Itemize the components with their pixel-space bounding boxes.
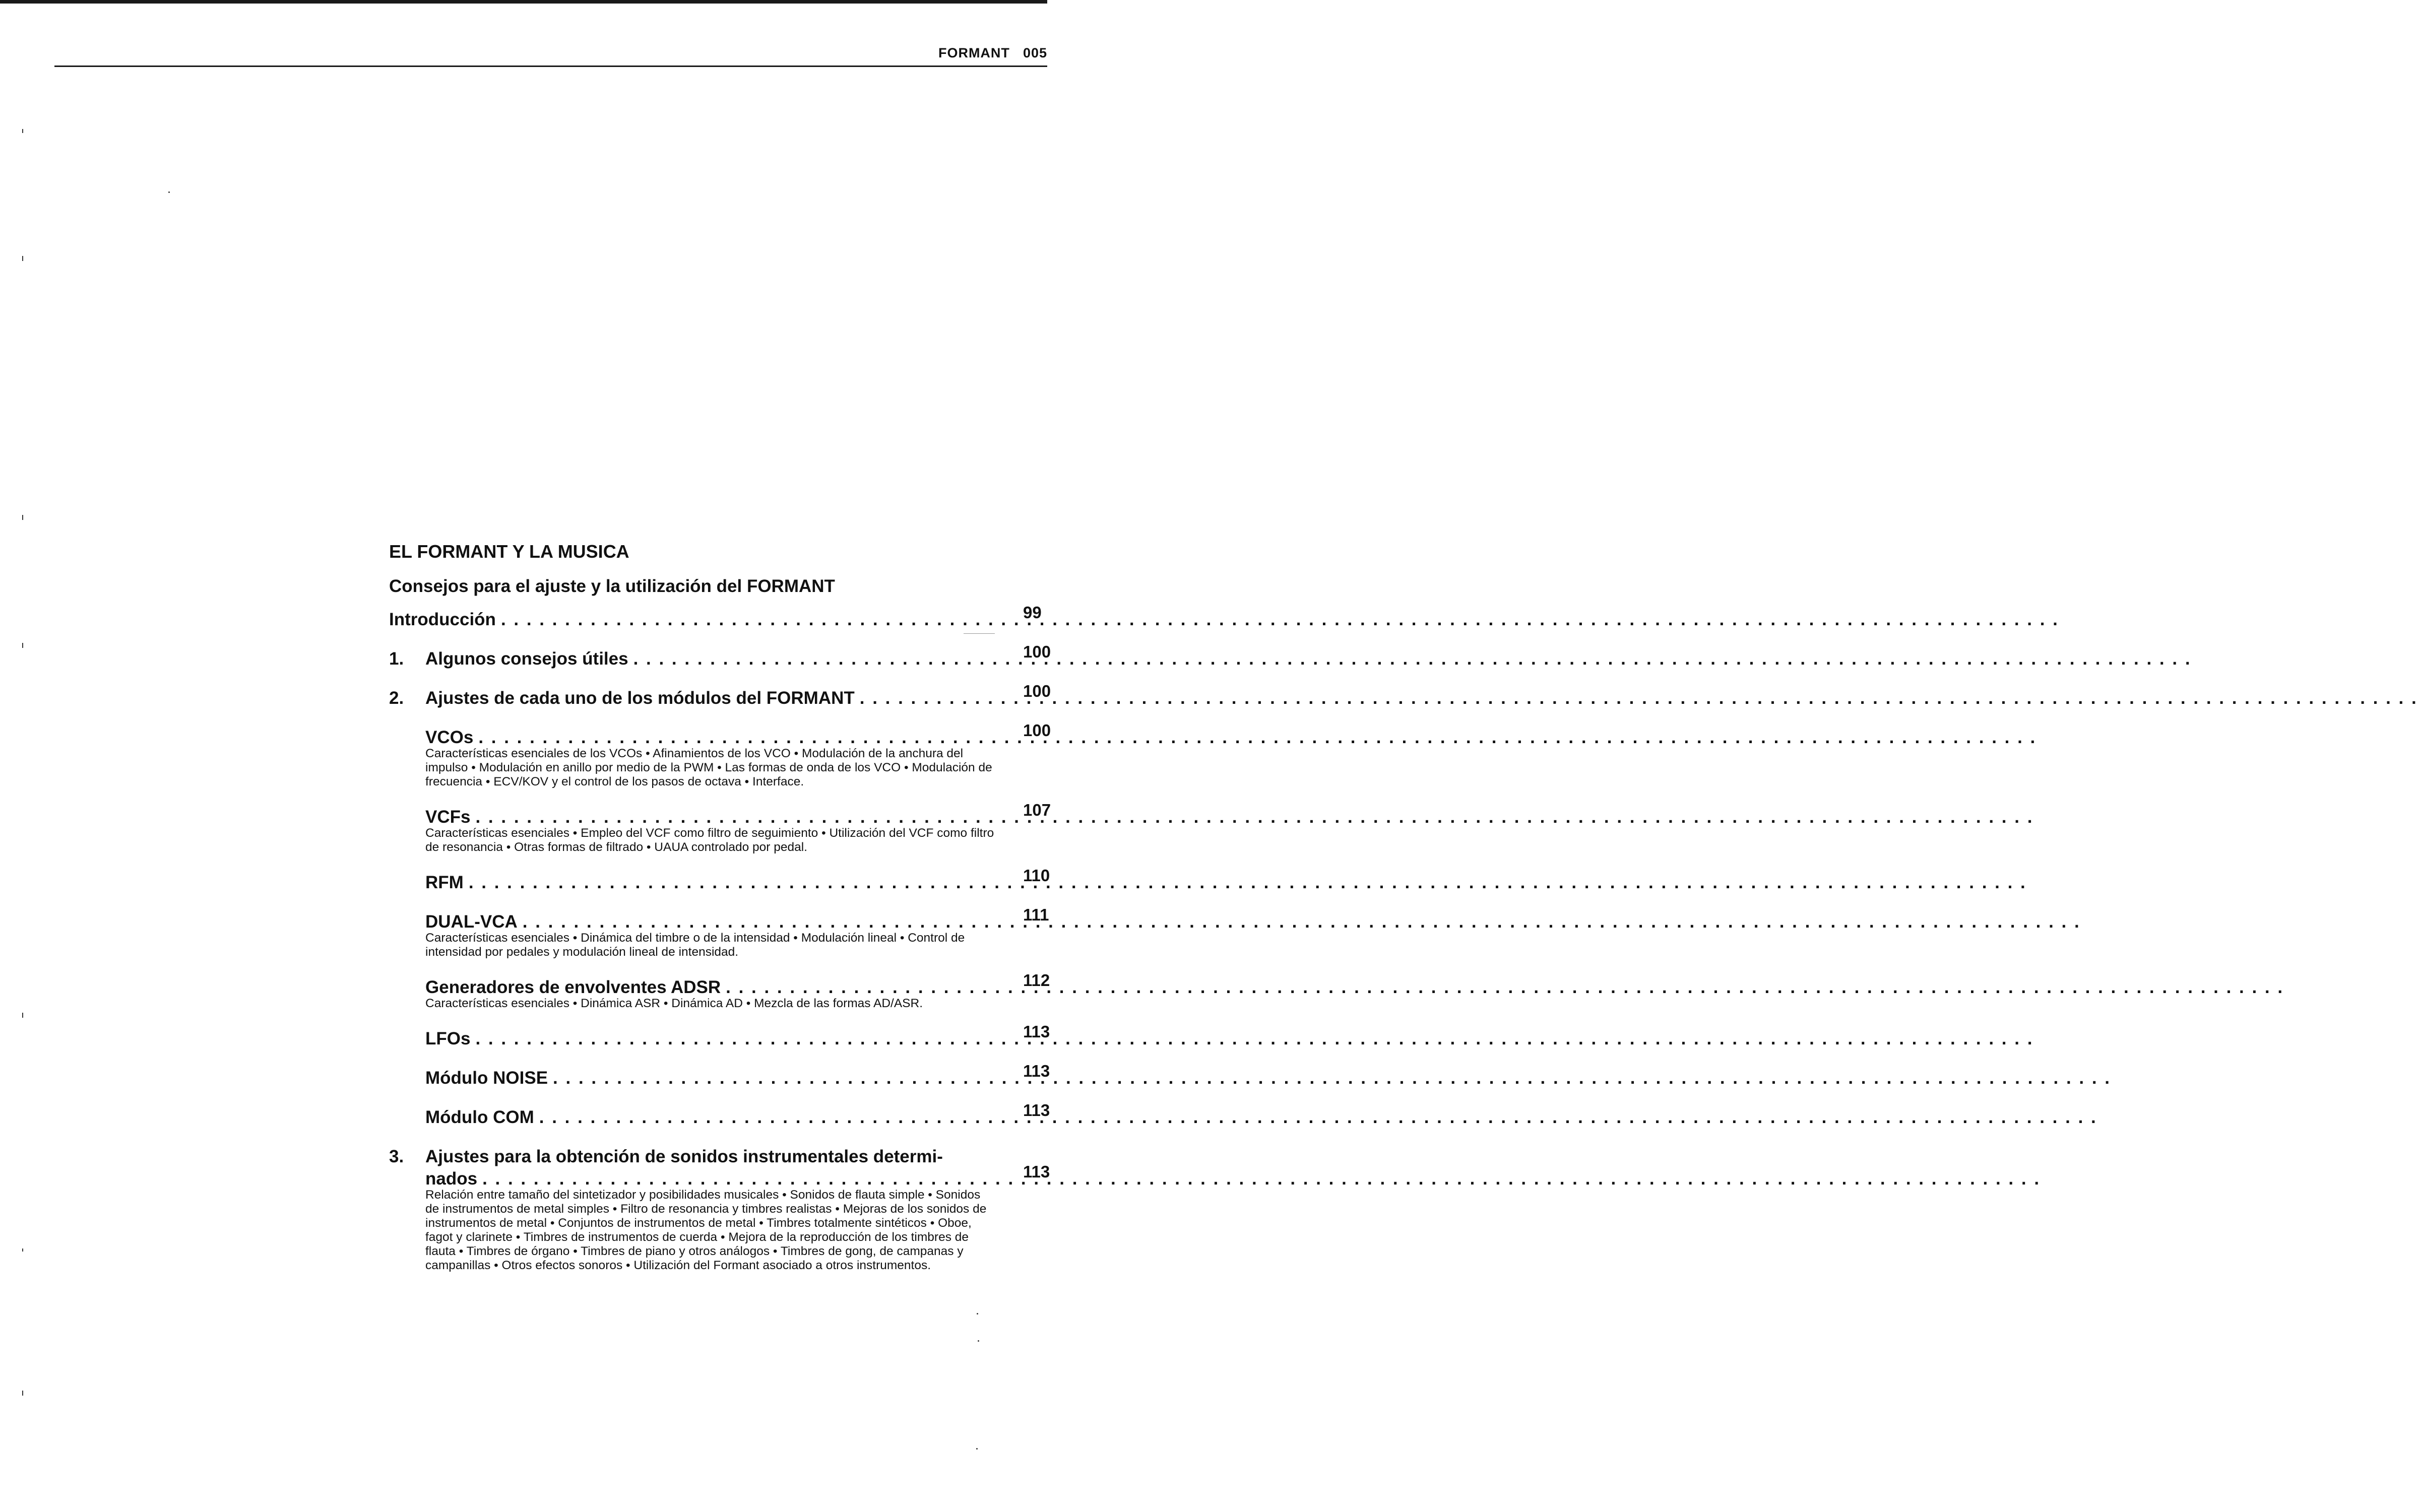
toc-entry-label: DUAL-VCA — [425, 912, 518, 932]
toc-entry-section-3 — [389, 1146, 1050, 1273]
page-top-edge — [0, 0, 1047, 4]
toc-entry-number: 3. — [389, 1147, 404, 1166]
toc-entry-page: 113 — [1023, 1022, 1050, 1041]
dot-leader — [475, 1028, 2033, 1050]
toc-entry-label-continued: nados — [425, 1169, 478, 1189]
scan-speck — [22, 1391, 23, 1396]
scan-speck — [22, 643, 23, 648]
toc-entry-label: LFOs — [425, 1029, 471, 1048]
toc-entry-com — [425, 1101, 1050, 1129]
scan-speck — [22, 256, 23, 261]
dot-leader — [469, 872, 2027, 894]
toc-entry-adsr — [425, 971, 1050, 1011]
toc-entry-noise — [425, 1062, 1050, 1089]
scan-speck — [168, 191, 170, 193]
scan-speck — [22, 1013, 23, 1018]
scan-speck — [976, 1448, 978, 1450]
toc-entry-page: 113 — [1023, 1101, 1050, 1120]
scan-speck — [977, 1313, 978, 1314]
toc-entry-intro — [389, 603, 1044, 631]
dot-leader — [633, 648, 2192, 670]
dot-leader — [553, 1067, 2111, 1089]
toc-entry-page: 110 — [1023, 866, 1050, 885]
header-page-number: 005 — [1023, 45, 1047, 60]
toc-entry-page: 111 — [1023, 905, 1049, 924]
scan-speck — [22, 1248, 23, 1252]
toc-entry-lfos — [425, 1022, 1050, 1050]
scan-speck — [22, 129, 23, 133]
dot-leader — [475, 806, 2033, 828]
toc-entry-label: Generadores de envolventes ADSR — [425, 977, 721, 997]
toc-entry-page: 113 — [1023, 1162, 1050, 1181]
toc-entry-label: VCFs — [425, 807, 471, 827]
toc-entry-page: 100 — [1023, 682, 1051, 700]
toc-entry-page: 112 — [1023, 971, 1050, 990]
toc-entry-section-1 — [389, 642, 1051, 670]
toc-entry-label: Ajustes de cada uno de los módulos del FORMANT — [425, 688, 855, 708]
toc-entry-rfm — [425, 866, 1050, 894]
toc-entry-description: Características esenciales • Dinámica del timbre o de la intensidad • Modulación lineal • Control de intensidad por pedales y modulación lineal de intensidad. — [425, 931, 965, 959]
toc-entry-page: 100 — [1023, 642, 1051, 661]
toc-entry-number: 1. — [389, 649, 404, 669]
toc-entry-description: Características esenciales • Dinámica ASR • Dinámica AD • Mezcla de las formas AD/ASR. — [425, 997, 923, 1010]
toc-entry-label: RFM — [425, 873, 464, 892]
header-rule — [54, 65, 1047, 67]
dot-leader — [726, 976, 2284, 999]
dot-leader — [478, 727, 2037, 749]
toc-entry-page: 107 — [1023, 801, 1051, 819]
toc-entry-label: Algunos consejos útiles — [425, 649, 628, 669]
table-of-contents — [389, 541, 1051, 1290]
toc-entry-page: 99 — [1023, 603, 1042, 622]
toc-entry-label: Módulo NOISE — [425, 1068, 548, 1088]
toc-entry-description: Relación entre tamaño del sintetizador y posibilidades musicales • Sonidos de flauta simple • Sonidos de instrumentos de metal simples • Filtro de resonancia y timbres realistas • Mejoras de los sonidos de instrumentos de metal • Conjuntos de instrumentos de metal • Timbres totalmente sintéticos • Oboe, fagot y clarinete • Timbres de instrumentos de cuerda • Mejora de la reproducción de los timbres de flauta • Timbres de órgano • Timbres de piano y otros análogos • Timbres de gong, de campanas y campanillas • Otros efectos sonoros • Utilización del Formant asociado a otros instrumentos. — [425, 1188, 987, 1272]
dot-leader — [539, 1106, 2097, 1129]
toc-entry-description: Características esenciales • Empleo del VCF como filtro de seguimiento • Utilización del VCF como filtro de resonancia • Otras formas de filtrado • UAUA controlado por pedal. — [425, 826, 994, 854]
header-title: FORMANT — [938, 45, 1010, 60]
toc-subtitle: Consejos para el ajuste y la utilización del FORMANT — [389, 576, 835, 596]
scan-speck — [978, 1340, 979, 1342]
running-header — [938, 45, 1047, 61]
scan-speck — [22, 515, 23, 520]
toc-entry-vcos — [425, 721, 1051, 789]
toc-title: EL FORMANT Y LA MUSICA — [389, 541, 629, 562]
dot-leader — [501, 609, 2059, 631]
dot-leader — [482, 1168, 2041, 1190]
dot-leader — [860, 687, 2418, 709]
toc-entry-page: 100 — [1023, 721, 1051, 740]
dot-leader — [523, 911, 2081, 933]
toc-entry-page: 113 — [1023, 1062, 1050, 1080]
toc-entry-label: VCOs — [425, 728, 474, 747]
toc-entry-section-2 — [389, 682, 1051, 709]
toc-entry-label: Introducción — [389, 610, 496, 629]
toc-entry-label: Ajustes para la obtención de sonidos instrumentales determi- — [425, 1147, 943, 1166]
toc-entry-dual-vca — [425, 905, 1049, 959]
toc-entry-label: Módulo COM — [425, 1107, 534, 1127]
toc-entry-description: Características esenciales de los VCOs • Afinamientos de los VCO • Modulación de la anchura del impulso • Modulación en anillo por medio de la PWM • Las formas de onda de los VCO • Modulación de frecuencia • ECV/KOV y el control de los pasos de octava • Interface. — [425, 747, 992, 788]
toc-entry-vcfs — [425, 801, 1051, 854]
toc-entry-number: 2. — [389, 688, 404, 708]
